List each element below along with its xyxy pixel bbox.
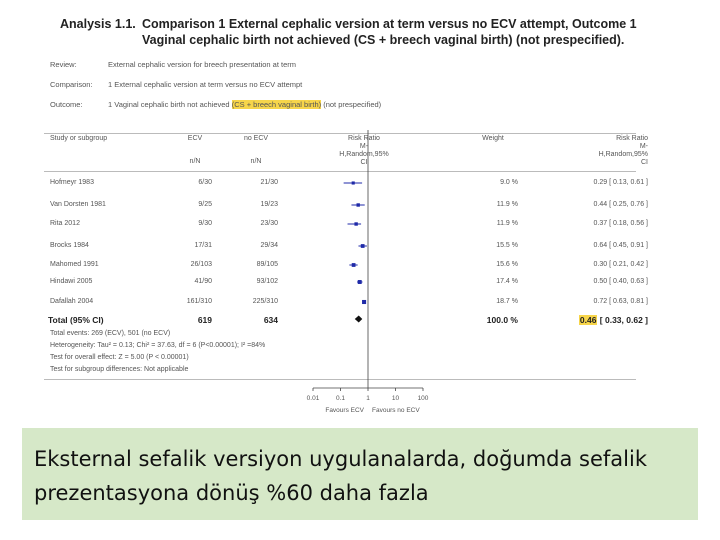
header-rr-plot: Risk Ratio M- H,Random,95% CI — [339, 135, 389, 166]
row-study: Brocks 1984 — [50, 242, 89, 249]
row-weight: 11.9 % — [496, 201, 518, 208]
header-ecv: ECV — [187, 135, 203, 142]
row-ecv: 41/90 — [194, 278, 212, 285]
pooled-diamond — [355, 316, 363, 323]
caption-box — [22, 428, 698, 520]
row-weight: 17.4 % — [496, 278, 518, 285]
row-weight: 9.0 % — [500, 179, 518, 186]
forest-plot-svg — [38, 8, 682, 428]
total-no-ecv: 634 — [263, 315, 278, 325]
header-no-ecv-nN: n/N — [250, 158, 262, 165]
row-no-ecv: 29/34 — [260, 242, 278, 249]
x-tick-label: 10 — [391, 395, 400, 402]
note-heterogeneity: Heterogeneity: Tau² = 0.13; Chi² = 37.63, df = 6 (P<0.00001); I² =84% — [50, 342, 266, 349]
outcome-key: Outcome: — [50, 100, 83, 109]
row-ci: 0.44 [ 0.25, 0.76 ] — [593, 201, 648, 208]
study-marker — [362, 300, 366, 304]
row-weight: 15.5 % — [496, 242, 518, 249]
x-tick-label: 0.1 — [335, 395, 346, 402]
study-marker — [358, 280, 362, 284]
row-ecv: 17/31 — [194, 242, 212, 249]
note-subgroup-differences: Test for subgroup differences: Not applicable — [50, 366, 189, 373]
row-ci: 0.37 [ 0.18, 0.56 ] — [593, 220, 648, 227]
row-weight: 18.7 % — [496, 298, 518, 305]
header-ecv-nN: n/N — [189, 158, 201, 165]
row-ci: 0.29 [ 0.13, 0.61 ] — [593, 179, 648, 186]
row-ci: 0.64 [ 0.45, 0.91 ] — [593, 242, 648, 249]
forest-plot-figure — [38, 8, 682, 428]
favours-right-label: Favours no ECV — [372, 407, 420, 414]
row-ecv: 26/103 — [190, 261, 212, 268]
row-study: Hofmeyr 1983 — [50, 179, 94, 186]
analysis-label: Analysis 1.1. — [60, 17, 136, 31]
row-study: Van Dorsten 1981 — [50, 201, 106, 208]
row-no-ecv: 21/30 — [260, 179, 278, 186]
study-marker — [354, 222, 357, 225]
review-key: Review: — [50, 60, 77, 69]
row-study: Dafallah 2004 — [50, 298, 94, 305]
row-ci: 0.72 [ 0.63, 0.81 ] — [593, 298, 648, 305]
row-no-ecv: 225/310 — [252, 298, 278, 305]
row-ecv: 161/310 — [186, 298, 212, 305]
comparison-value: 1 External cephalic version at term versus no ECV attempt — [108, 80, 303, 89]
x-tick-label: 100 — [417, 395, 429, 402]
total-ci: [ 0.33, 0.62 ] — [599, 315, 648, 325]
header-weight: Weight — [482, 135, 504, 142]
row-no-ecv: 93/102 — [256, 278, 278, 285]
review-value: External cephalic version for breech presentation at term — [108, 60, 297, 69]
study-marker — [352, 181, 355, 184]
row-ecv: 9/25 — [198, 201, 212, 208]
study-marker — [356, 203, 359, 206]
analysis-title-text: Comparison 1 External cephalic version at term versus no ECV attempt, Outcome 1 Vaginal cephalic birth not achieved (CS + breech vaginal birth) (not prespecified). — [142, 17, 637, 47]
total-weight: 100.0 % — [486, 315, 518, 325]
row-study: Hindawi 2005 — [50, 278, 93, 285]
row-no-ecv: 89/105 — [256, 261, 278, 268]
row-weight: 11.9 % — [496, 220, 518, 227]
row-no-ecv: 19/23 — [260, 201, 278, 208]
x-tick-label: 0.01 — [306, 395, 320, 402]
header-study: Study or subgroup — [50, 135, 108, 142]
note-overall-effect: Test for overall effect: Z = 5.00 (P < 0.00001) — [50, 354, 189, 361]
outcome-suffix: (not prespecified) — [321, 100, 382, 109]
study-marker — [352, 263, 356, 267]
study-marker — [361, 244, 365, 248]
total-label: Total (95% CI) — [48, 315, 104, 325]
row-no-ecv: 23/30 — [260, 220, 278, 227]
note-total-events: Total events: 269 (ECV), 501 (no ECV) — [50, 330, 171, 337]
header-rr-text: Risk Ratio M- H,Random,95% CI — [598, 135, 648, 166]
total-rr-highlight: 0.46 — [579, 315, 597, 325]
row-study: Mahomed 1991 — [50, 261, 99, 268]
row-study: Rita 2012 — [50, 220, 80, 227]
comparison-key: Comparison: — [50, 80, 93, 89]
outcome-value: 1 Vaginal cephalic birth not achieved — [108, 100, 232, 109]
row-ci: 0.50 [ 0.40, 0.63 ] — [593, 278, 648, 285]
row-ecv: 9/30 — [198, 220, 212, 227]
x-tick-label: 1 — [366, 395, 370, 402]
outcome-highlight: (CS + breech vaginal birth) — [231, 100, 322, 109]
header-no-ecv: no ECV — [243, 135, 269, 142]
row-weight: 15.6 % — [496, 261, 518, 268]
caption-text: Eksternal sefalik versiyon uygulanalarda, doğumda sefalik prezentasyona dönüş %60 daha fazla — [34, 447, 647, 505]
favours-left-label: Favours ECV — [325, 407, 364, 414]
row-ecv: 6/30 — [198, 179, 212, 186]
row-ci: 0.30 [ 0.21, 0.42 ] — [593, 261, 648, 268]
total-ecv: 619 — [197, 315, 212, 325]
